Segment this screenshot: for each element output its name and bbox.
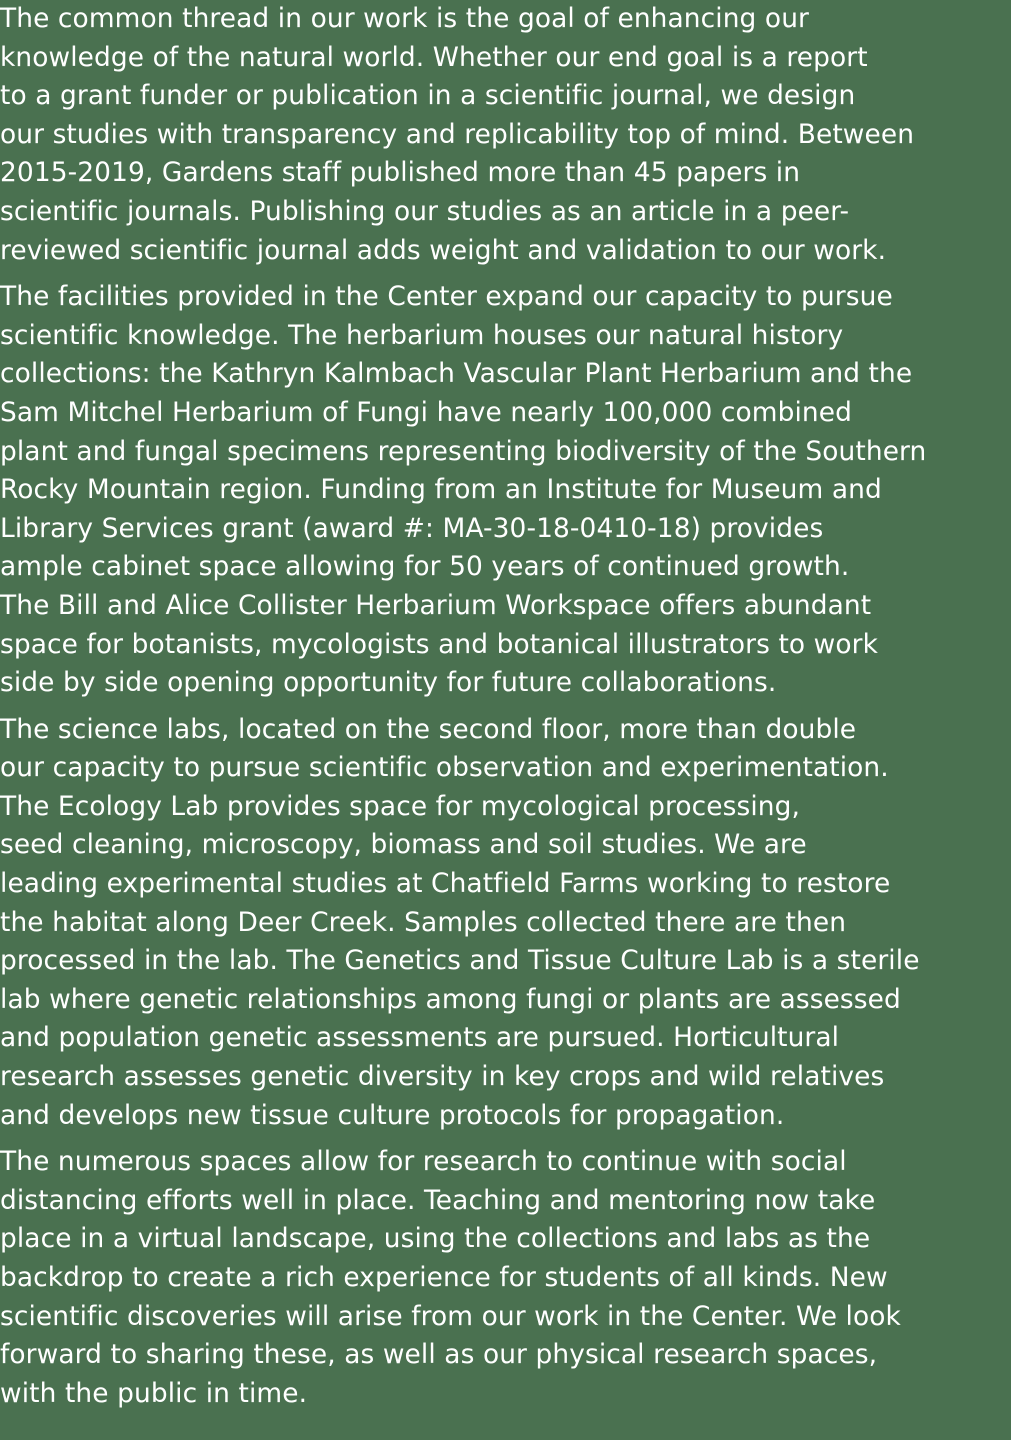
text-line: forward to sharing these, as well as our physical research spaces, [0, 1339, 878, 1371]
text-line: the habitat along Deer Creek. Samples collected there are then [0, 906, 847, 938]
paragraph-facilities [0, 278, 1011, 703]
text-line: scientific knowledge. The herbarium houses our natural history [0, 319, 844, 351]
paragraph-science-labs [0, 711, 1011, 1136]
text-line: 2015-2019, Gardens staff published more than 45 papers in [0, 157, 801, 189]
text-line: processed in the lab. The Genetics and Tissue Culture Lab is a sterile [0, 945, 920, 977]
text-line: to a grant funder or publication in a scientific journal, we design [0, 80, 856, 112]
text-line: The Bill and Alice Collister Herbarium Workspace offers abundant [0, 589, 872, 621]
text-line: seed cleaning, microscopy, biomass and soil studies. We are [0, 829, 807, 861]
text-line: ample cabinet space allowing for 50 years of continued growth. [0, 551, 850, 583]
text-line: Library Services grant (award #: MA-30-18-0410-18) provides [0, 512, 824, 544]
text-line: leading experimental studies at Chatfield Farms working to restore [0, 868, 891, 900]
paragraph-social-distancing [0, 1143, 1011, 1413]
text-line: scientific discoveries will arise from our work in the Center. We look [0, 1300, 901, 1332]
text-line: The Ecology Lab provides space for mycological processing, [0, 790, 801, 822]
text-line: collections: the Kathryn Kalmbach Vascular Plant Herbarium and the [0, 358, 913, 390]
text-line: The facilities provided in the Center expand our capacity to pursue [0, 281, 893, 313]
text-line: scientific journals. Publishing our studies as an article in a peer- [0, 195, 850, 227]
text-line: our capacity to pursue scientific observation and experimentation. [0, 752, 889, 784]
text-line: Sam Mitchel Herbarium of Fungi have nearly 100,000 combined [0, 396, 852, 428]
text-line: with the public in time. [0, 1377, 308, 1409]
text-line: reviewed scientific journal adds weight and validation to our work. [0, 234, 887, 266]
text-line: plant and fungal specimens representing biodiversity of the Southern [0, 435, 927, 467]
text-line: our studies with transparency and replicability top of mind. Between [0, 118, 915, 150]
text-line: research assesses genetic diversity in key crops and wild relatives [0, 1061, 885, 1093]
text-line: space for botanists, mycologists and botanical illustrators to work [0, 628, 879, 660]
text-line: backdrop to create a rich experience for students of all kinds. New [0, 1262, 888, 1293]
text-line: The common thread in our work is the goal of enhancing our [0, 3, 810, 34]
text-line: The numerous spaces allow for research to continue with social [0, 1146, 847, 1178]
text-line: place in a virtual landscape, using the collections and labs as the [0, 1223, 871, 1255]
text-line: Rocky Mountain region. Funding from an Institute for Museum and [0, 474, 882, 506]
paragraph-research-goals [0, 0, 1011, 270]
text-line: and develops new tissue culture protocols for propagation. [0, 1099, 785, 1131]
text-line: knowledge of the natural world. Whether our end goal is a report [0, 41, 868, 73]
text-line: distancing efforts well in place. Teaching and mentoring now take [0, 1184, 876, 1216]
text-line: The science labs, located on the second floor, more than double [0, 713, 857, 745]
text-line: lab where genetic relationships among fungi or plants are assessed [0, 983, 901, 1015]
text-line: side by side opening opportunity for future collaborations. [0, 667, 777, 699]
text-line: and population genetic assessments are pursued. Horticultural [0, 1022, 840, 1054]
